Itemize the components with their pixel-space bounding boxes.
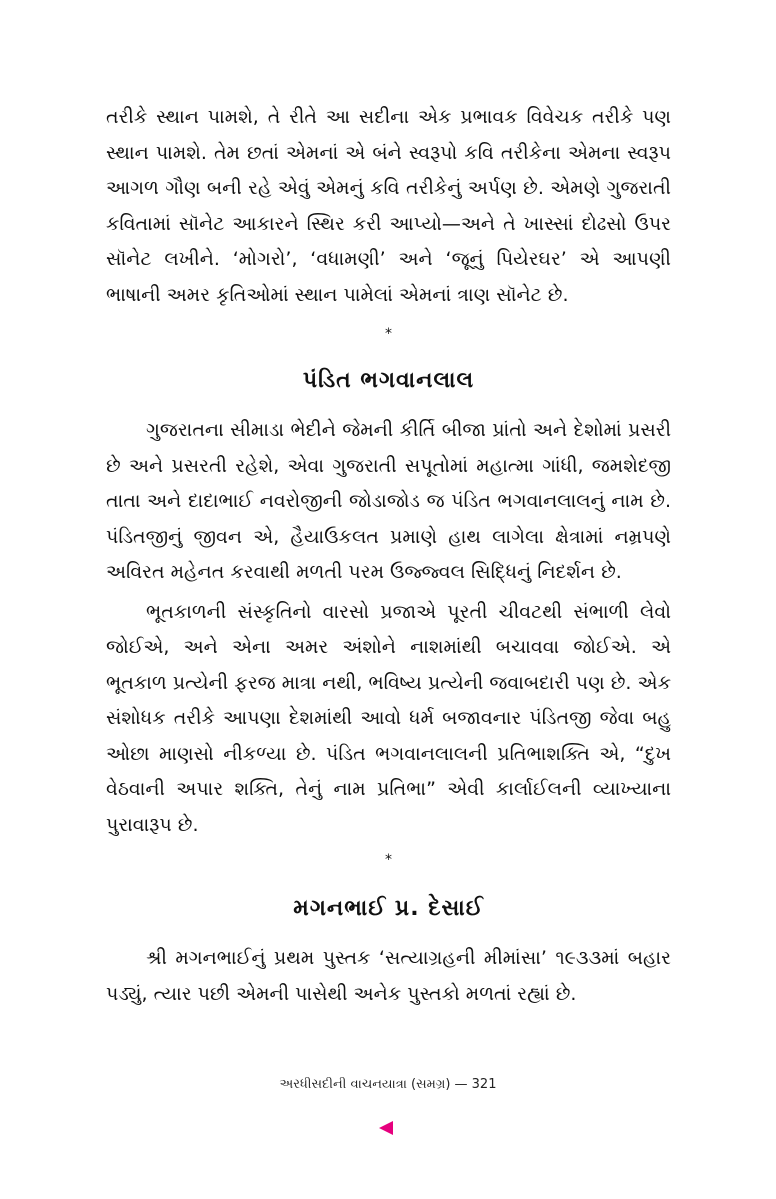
section-separator: * — [385, 852, 392, 868]
page-footer: અરધીસદીની વાચનયાત્રા (સમગ્ર) — 321 — [279, 1077, 497, 1092]
paragraph-continuation: તરીકે સ્થાન પામશે, તે રીતે આ સદીના એક પ્રભાવક વિવેચક તરીકે પણ સ્થાન પામશે. તેમ છતાં એમનાં એ બંને સ્વરૂપો કવિ તરીકેના એમના સ્વરૂપ આગળ ગૌણ બની રહે એવું એમનું કવિ તરીકેનું અર્પણ છે. એમણે ગુજરાતી કવિતામાં સૉનેટ આકારને સ્થિર કરી આપ્યો—અને તે ખાસ્સાં દોઢસો ઉપર સૉનેટ લખીને. ‘મોગરો’, ‘વધામણી’ અને ‘જૂનું પિયેરઘર’ એ આપણી ભાષાની અમર કૃતિઓમાં સ્થાન પામેલાં એમનાં ત્રાણ સૉનેટ છે. — [106, 106, 671, 306]
paragraph: ભૂતકાળની સંસ્કૃતિનો વારસો પ્રજાએ પૂરતી ચીવટથી સંભાળી લેવો જોઈએ, અને એના અમર અંશોને નાશમાંથી બચાવવા જોઈએ. એ ભૂતકાળ પ્રત્યેની ફરજ માત્રા નથી, ભવિષ્ય પ્રત્યેની જવાબદારી પણ છે. એક સંશોધક તરીકે આપણા દેશમાંથી આવો ધર્મ બજાવનાર પંડિતજી જેવા બહુ ઓછા માણસો નીકળ્યા છે. પંડિત ભગવાનલાલની પ્રતિભાશક્તિ એ, “દુખ વેઠવાની અપાર શક્તિ, તેનું નામ પ્રતિભા” એવી કાર્લાઈલની વ્યાખ્યાના પુરાવારૂપ છે. — [106, 600, 671, 836]
section-heading-maganbhai-desai: મગનભાઈ પ્ર. દેસાઈ — [293, 896, 484, 921]
section-heading-pandit-bhagwanlal: પંડિત ભગવાનલાલ — [302, 368, 475, 393]
left-triangle-icon[interactable] — [379, 1121, 393, 1135]
paragraph: શ્રી મગનભાઈનું પ્રથમ પુસ્તક ‘સત્યાગ્રહની મીમાંસા’ ૧૯૩૩માં બહાર પડ્યું, ત્યાર પછી એમની પાસેથી અનેક પુસ્તકો મળતાં રહ્યાં છે. — [106, 947, 671, 1005]
paragraph: ગુજરાતના સીમાડા ભેદીને જેમની કીર્તિ બીજા પ્રાંતો અને દેશોમાં પ્રસરી છે અને પ્રસરતી રહેશે, એવા ગુજરાતી સપૂતોમાં મહાત્મા ગાંધી, જમશેદજી તાતા અને દાદાભાઈ નવરોજીની જોડાજોડ જ પંડિત ભગવાનલાલનું નામ છે. પંડિતજીનું જીવન એ, હૈયાઉકલત પ્રમાણે હાથ લાગેલા ક્ષેત્રામાં નમ્રપણે અવિરત મહેનત કરવાથી મળતી પરમ ઉજ્જ્વલ સિદ્ધિનું નિદર્શન છે. — [106, 419, 671, 583]
section-separator: * — [385, 326, 392, 342]
page-body — [106, 100, 671, 1012]
